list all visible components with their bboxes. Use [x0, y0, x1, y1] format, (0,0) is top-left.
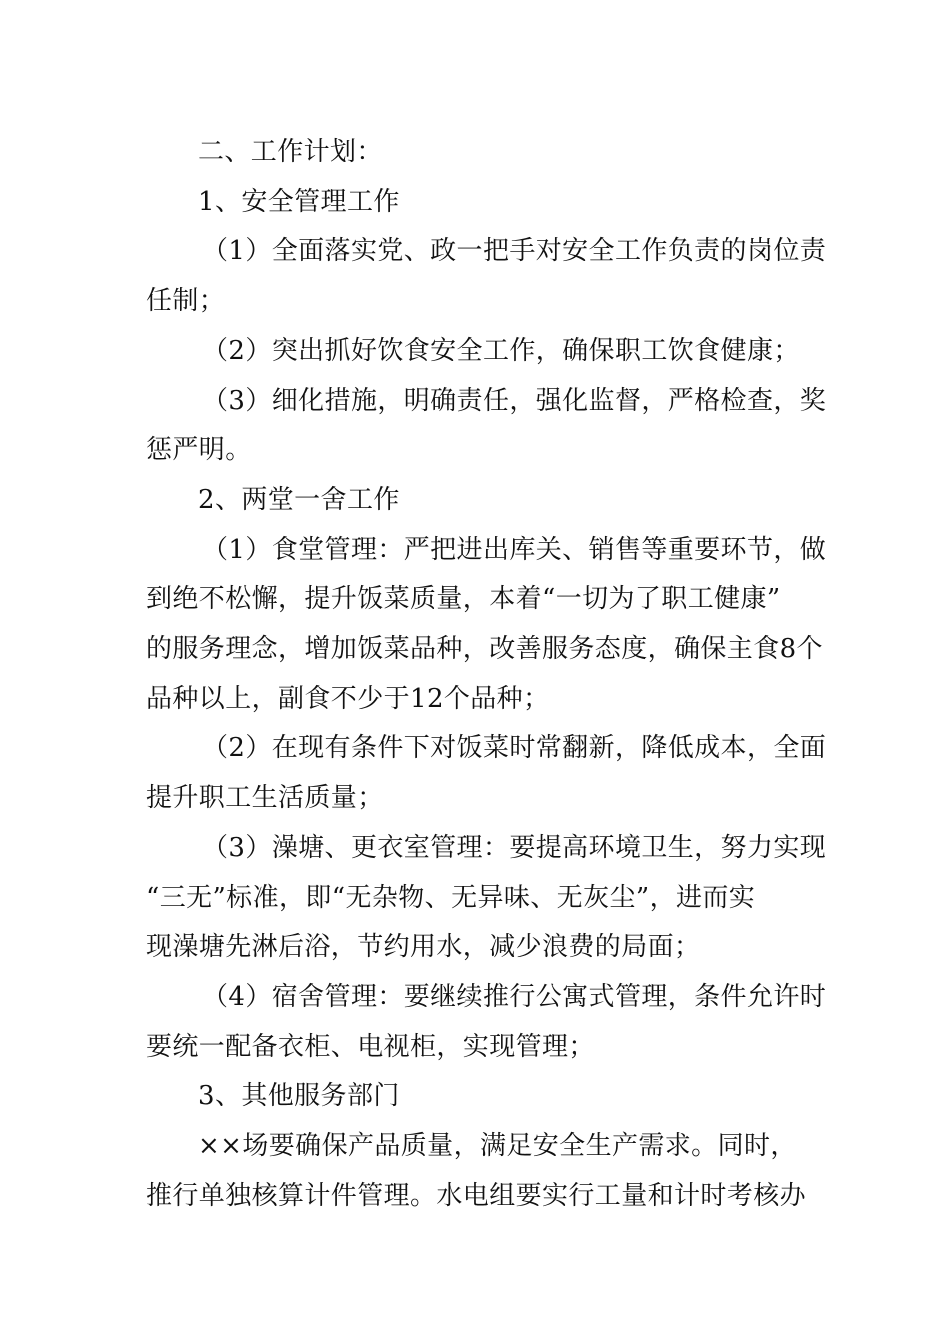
- paragraph-line: “三无”标准，即“无杂物、无异味、无灰尘”，进而实: [146, 882, 756, 913]
- paragraph-line: 现澡塘先淋后浴，节约用水，减少浪费的局面；: [146, 932, 701, 963]
- paragraph-line: （4）宿舍管理：要继续推行公寓式管理，条件允许时: [202, 981, 827, 1012]
- paragraph-line: 到绝不松懈，提升饭菜质量，本着“一切为了职工健康”: [146, 584, 781, 615]
- document-page: [146, 128, 827, 1221]
- paragraph-line: 要统一配备衣柜、电视柜，实现管理；: [146, 1031, 595, 1062]
- paragraph-line: （2）在现有条件下对饭菜时常翻新，降低成本，全面: [202, 733, 827, 764]
- paragraph-line: （1）全面落实党、政一把手对安全工作负责的岗位责: [202, 236, 827, 267]
- subsection-heading: 3、其他服务部门: [198, 1081, 400, 1112]
- paragraph-line: 任制；: [146, 286, 226, 317]
- paragraph-line: （3）澡塘、更衣室管理：要提高环境卫生，努力实现: [202, 832, 827, 863]
- subsection-heading: 1、安全管理工作: [198, 186, 400, 217]
- paragraph-line: 惩严明。: [146, 435, 252, 466]
- paragraph-line: ××场要确保产品质量，满足安全生产需求。同时，: [198, 1131, 797, 1162]
- paragraph-line: 提升职工生活质量；: [146, 783, 384, 814]
- paragraph-line: （3）细化措施，明确责任，强化监督，严格检查，奖: [202, 385, 827, 416]
- paragraph-line: 品种以上，副食不少于12个品种；: [146, 683, 550, 714]
- paragraph-line: 的服务理念，增加饭菜品种，改善服务态度，确保主食8个: [146, 634, 823, 665]
- section-heading: 二、工作计划：: [198, 137, 383, 167]
- paragraph-line: 推行单独核算计件管理。水电组要实行工量和计时考核办: [146, 1180, 807, 1211]
- paragraph-line: （1）食堂管理：严把进出库关、销售等重要环节，做: [202, 534, 827, 565]
- paragraph-line: （2）突出抓好饮食安全工作，确保职工饮食健康；: [202, 335, 800, 366]
- subsection-heading: 2、两堂一舍工作: [198, 484, 400, 515]
